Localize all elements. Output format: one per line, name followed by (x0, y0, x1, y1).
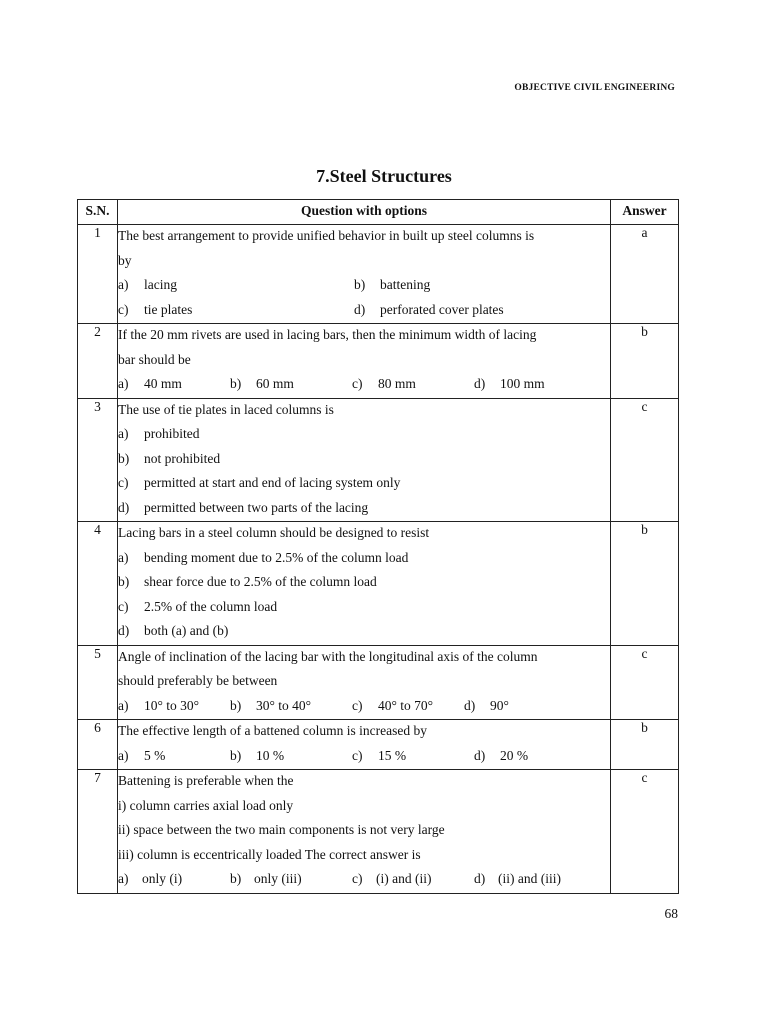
option-c: c) tie plates (118, 301, 193, 317)
option-b: b) battening (354, 277, 431, 292)
question-cell (118, 645, 611, 720)
question-text: Angle of inclination of the lacing bar with the longitudinal axis of the column (118, 648, 538, 664)
table-row (78, 720, 679, 770)
question-cell (118, 225, 611, 324)
option-b: b) only (iii) (230, 871, 302, 886)
option-a: a) 40 mm (118, 376, 182, 391)
question-text: should preferably be between (118, 673, 278, 688)
option-c: c) 15 % (352, 747, 407, 763)
option-a: a) lacing (118, 277, 177, 292)
question-number: 7 (78, 770, 118, 894)
question-cell (118, 398, 611, 522)
table-row (78, 522, 679, 646)
option-c: c) 40° to 70° (352, 697, 434, 713)
table-row (78, 645, 679, 720)
option-b: b) 30° to 40° (230, 697, 312, 713)
table-row (78, 324, 679, 399)
question-text: Battening is preferable when the (118, 773, 294, 788)
option-b: b) 60 mm (230, 376, 294, 391)
option-a: a) only (i) (118, 871, 183, 886)
question-number: 5 (78, 645, 118, 720)
option-d: d) 100 mm (474, 376, 545, 391)
option-b: b) shear force due to 2.5% of the column load (118, 574, 377, 589)
table-row (78, 398, 679, 522)
option-d: d) both (a) and (b) (118, 623, 229, 638)
option-c: c) 80 mm (352, 376, 416, 391)
answer-cell: c (611, 645, 679, 720)
question-number: 1 (78, 225, 118, 324)
option-c: c) (i) and (ii) (352, 871, 432, 886)
option-a: a) 5 % (118, 747, 166, 763)
table-row (78, 225, 679, 324)
option-d: d) (ii) and (iii) (474, 871, 561, 886)
table-header-row (78, 200, 679, 225)
option-a: a) 10° to 30° (118, 697, 200, 713)
question-text: The best arrangement to provide unified behavior in built up steel columns is (118, 228, 535, 243)
answer-cell: a (611, 225, 679, 324)
question-text: If the 20 mm rivets are used in lacing bars, then the minimum width of lacing (118, 327, 537, 342)
header-question: Question with options (118, 200, 611, 225)
statement-iii: iii) column is eccentrically loaded The correct answer is (118, 846, 421, 862)
question-text: The effective length of a battened column is increased by (118, 723, 428, 738)
option-a: a) prohibited (118, 426, 200, 441)
option-c: c) permitted at start and end of lacing system only (118, 475, 401, 490)
table-row (78, 770, 679, 894)
option-d: d) 20 % (474, 747, 529, 763)
page-title: 7.Steel Structures (316, 166, 452, 186)
header-sn: S.N. (78, 200, 118, 225)
option-c: c) 2.5% of the column load (118, 598, 278, 614)
question-number: 3 (78, 398, 118, 522)
option-d: d) permitted between two parts of the lacing (118, 499, 369, 515)
option-d: d) perforated cover plates (354, 301, 504, 317)
option-b: b) not prohibited (118, 450, 221, 466)
answer-cell: b (611, 324, 679, 399)
statement-ii: ii) space between the two main components is not very large (118, 822, 445, 837)
answer-cell: c (611, 398, 679, 522)
question-cell (118, 324, 611, 399)
running-header: OBJECTIVE CIVIL ENGINEERING (514, 83, 675, 93)
question-text: Lacing bars in a steel column should be designed to resist (118, 525, 430, 540)
question-text: bar should be (118, 351, 191, 367)
option-a: a) bending moment due to 2.5% of the column load (118, 549, 409, 565)
statement-i: i) column carries axial load only (118, 797, 294, 813)
header-answer: Answer (611, 200, 679, 225)
option-b: b) 10 % (230, 747, 285, 763)
question-cell (118, 522, 611, 646)
page-number: 68 (664, 906, 678, 921)
option-d: d) 90° (464, 697, 509, 713)
answer-cell: c (611, 770, 679, 894)
question-cell (118, 770, 611, 894)
answer-cell: b (611, 522, 679, 646)
question-number: 4 (78, 522, 118, 646)
question-cell (118, 720, 611, 770)
question-text: by (118, 252, 132, 268)
question-number: 2 (78, 324, 118, 399)
question-number: 6 (78, 720, 118, 770)
answer-cell: b (611, 720, 679, 770)
questions-table (77, 199, 679, 894)
question-text: The use of tie plates in laced columns is (118, 401, 334, 417)
